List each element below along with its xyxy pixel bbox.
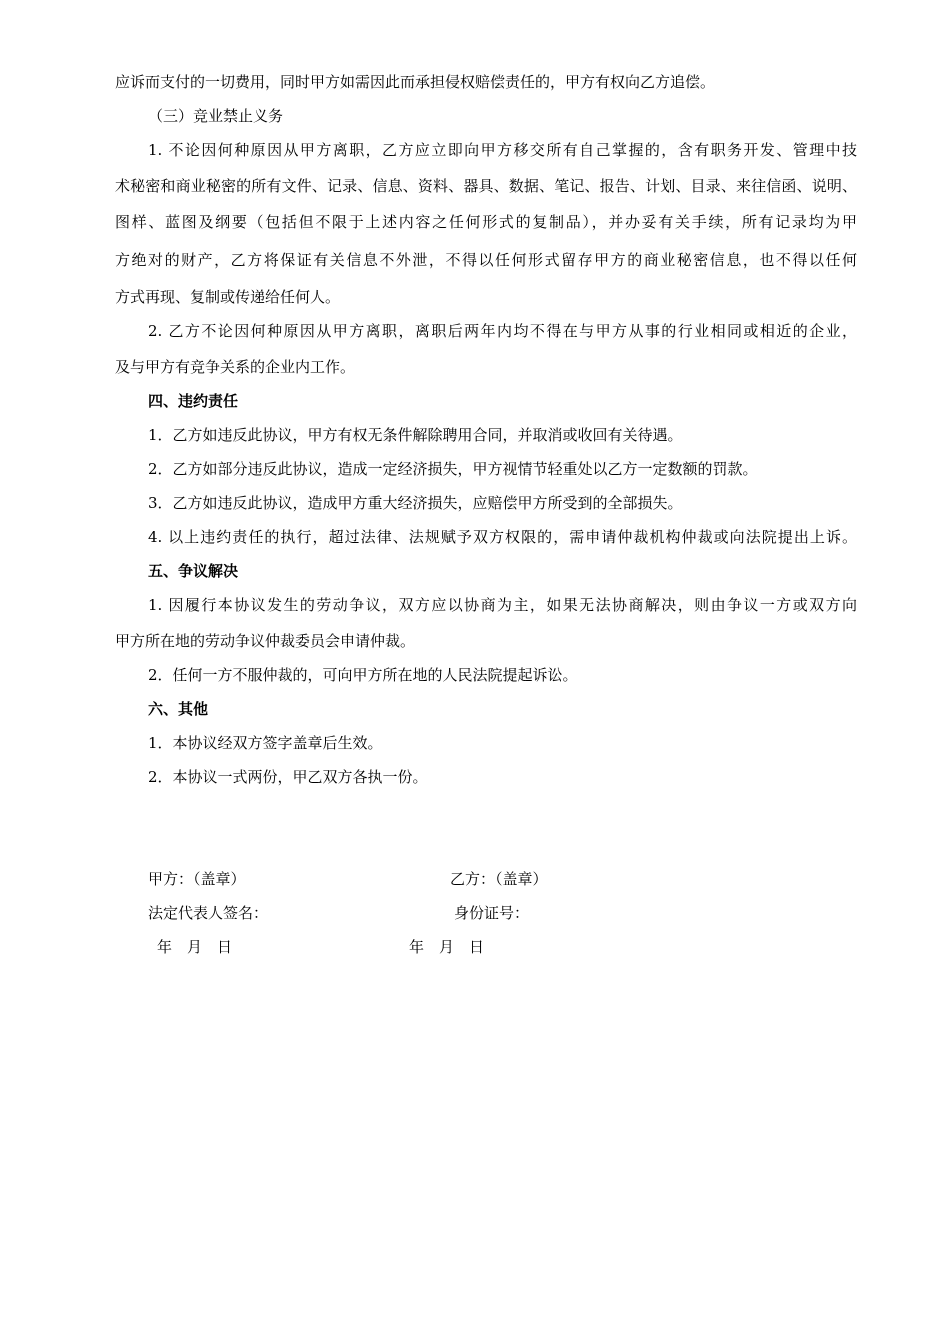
paragraph-line: 1. 不论因何种原因从甲方离职，乙方应立即向甲方移交所有自己掌握的，含有职务开发、管理中技 xyxy=(148,141,857,159)
party-a-seal-label: 甲方：（盖章） xyxy=(148,870,246,888)
paragraph-line: 术秘密和商业秘密的所有文件、记录、信息、资料、器具、数据、笔记、报告、计划、目录、来往信函、说明、 xyxy=(115,177,857,195)
section-heading-breach-liability: 四、违约责任 xyxy=(148,392,239,410)
list-item: 2．任何一方不服仲裁的，可向甲方所在地的人民法院提起诉讼。 xyxy=(148,666,578,684)
paragraph-line: 甲方所在地的劳动争议仲裁委员会申请仲裁。 xyxy=(115,632,416,650)
paragraph-line: 图样、蓝图及纲要（包括但不限于上述内容之任何形式的复制品），并办妥有关手续，所有记录均为甲 xyxy=(115,213,857,231)
list-item: 4. 以上违约责任的执行，超过法律、法规赋予双方权限的，需申请仲裁机构仲裁或向法院提出上诉。 xyxy=(148,528,857,546)
party-b-date-label: 年 月 日 xyxy=(409,938,485,956)
party-a-date-label: 年 月 日 xyxy=(157,938,233,956)
list-item: 1. 因履行本协议发生的劳动争议，双方应以协商为主，如果无法协商解决，则由争议一方或双方向 xyxy=(148,596,857,614)
list-item: 1．本协议经双方签字盖章后生效。 xyxy=(148,734,383,752)
list-item: 1．乙方如违反此协议，甲方有权无条件解除聘用合同，并取消或收回有关待遇。 xyxy=(148,426,683,444)
party-a-representative-signature-label: 法定代表人签名： xyxy=(148,904,269,922)
list-item: 2．乙方如部分违反此协议，造成一定经济损失，甲方视情节轻重处以乙方一定数额的罚款。 xyxy=(148,460,758,478)
paragraph-line: 2. 乙方不论因何种原因从甲方离职，离职后两年内均不得在与甲方从事的行业相同或相近的企业， xyxy=(148,322,857,340)
section-heading-other: 六、其他 xyxy=(148,700,209,718)
paragraph-line: 及与甲方有竞争关系的企业内工作。 xyxy=(115,358,356,376)
list-item: 3．乙方如违反此协议，造成甲方重大经济损失，应赔偿甲方所受到的全部损失。 xyxy=(148,494,683,512)
party-b-id-number-label: 身份证号： xyxy=(454,904,530,922)
paragraph-line: 方式再现、复制或传递给任何人。 xyxy=(115,288,341,306)
paragraph-line: 方绝对的财产，乙方将保证有关信息不外泄，不得以任何形式留存甲方的商业秘密信息，也不得以任何 xyxy=(115,251,857,269)
section-heading-dispute-resolution: 五、争议解决 xyxy=(148,562,239,580)
list-item: 2．本协议一式两份，甲乙双方各执一份。 xyxy=(148,768,428,786)
paragraph-line: 应诉而支付的一切费用，同时甲方如需因此而承担侵权赔偿责任的，甲方有权向乙方追偿。 xyxy=(115,73,716,91)
party-b-seal-label: 乙方：（盖章） xyxy=(450,870,548,888)
section-heading-non-compete: （三）竞业禁止义务 xyxy=(148,107,284,125)
